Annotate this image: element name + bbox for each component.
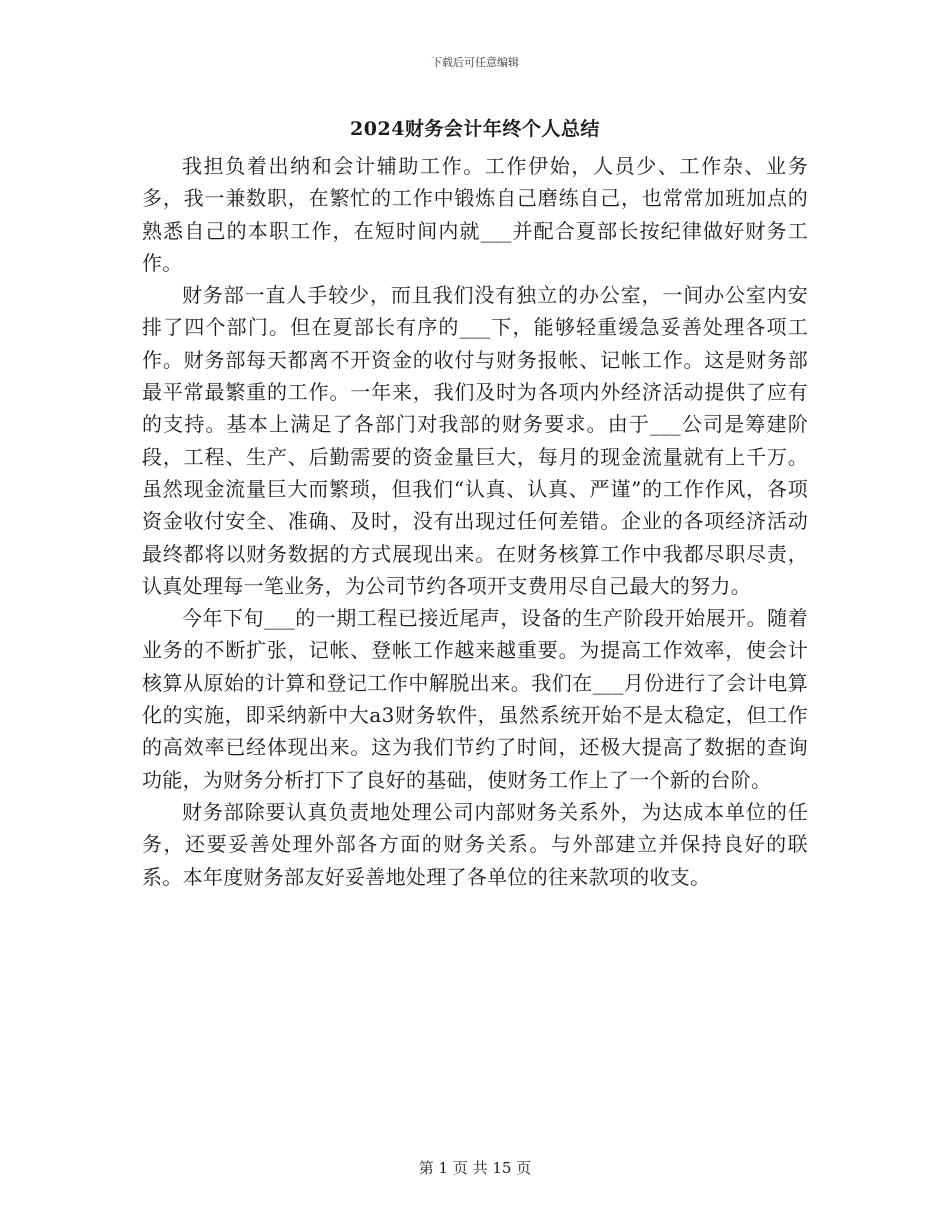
paragraph-2: 财务部一直人手较少，而且我们没有独立的办公室，一间办公室内安排了四个部门。但在夏部长有序的___下，能够轻重缓急妥善处理各项工作。财务部每天都离不开资金的收付与财务报帐、记帐工作。这是财务部最平常最繁重的工作。一年来，我们及时为各项内外经济活动提供了应有的支持。基本上满足了各部门对我部的财务要求。由于___公司是筹建阶段，工程、生产、后勤需要的资金量巨大，每月的现金流量就有上千万。虽然现金流量巨大而繁琐，但我们“认真、认真、严谨”的工作作风，各项资金收付安全、准确、及时，没有出现过任何差错。企业的各项经济活动最终都将以财务数据的方式展现出来。在财务核算工作中我都尽职尽责，认真处理每一笔业务，为公司节约各项开支费用尽自己最大的努力。 — [142, 283, 808, 598]
paragraph-1: 我担负着出纳和会计辅助工作。工作伊始，人员少、工作杂、业务多，我一兼数职，在繁忙的工作中锻炼自己磨练自己，也常常加班加点的熟悉自己的本职工作，在短时间内就___并配合夏部长按纪律做好财务工作。 — [142, 154, 808, 275]
paragraph-3: 今年下旬___的一期工程已接近尾声，设备的生产阶段开始展开。随着业务的不断扩张，记帐、登帐工作越来越重要。为提高工作效率，使会计核算从原始的计算和登记工作中解脱出来。我们在___月份进行了会计电算化的实施，即采纳新中大a3财务软件，虽然系统开始不是太稳定，但工作的高效率已经体现出来。这为我们节约了时间，还极大提高了数据的查询功能，为财务分析打下了良好的基础，使财务工作上了一个新的台阶。 — [142, 606, 808, 792]
page-number-footer: 第 1 页 共 15 页 — [418, 1159, 532, 1177]
document-title: 2024财务会计年终个人总结 — [350, 118, 600, 140]
document-body — [142, 150, 808, 893]
page-header-note: 下载后可任意编辑 — [431, 56, 519, 69]
paragraph-4: 财务部除要认真负责地处理公司内部财务关系外，为达成本单位的任务，还要妥善处理外部各方面的财务关系。与外部建立并保持良好的联系。本年度财务部友好妥善地处理了各单位的往来款项的收支。 — [142, 799, 808, 889]
